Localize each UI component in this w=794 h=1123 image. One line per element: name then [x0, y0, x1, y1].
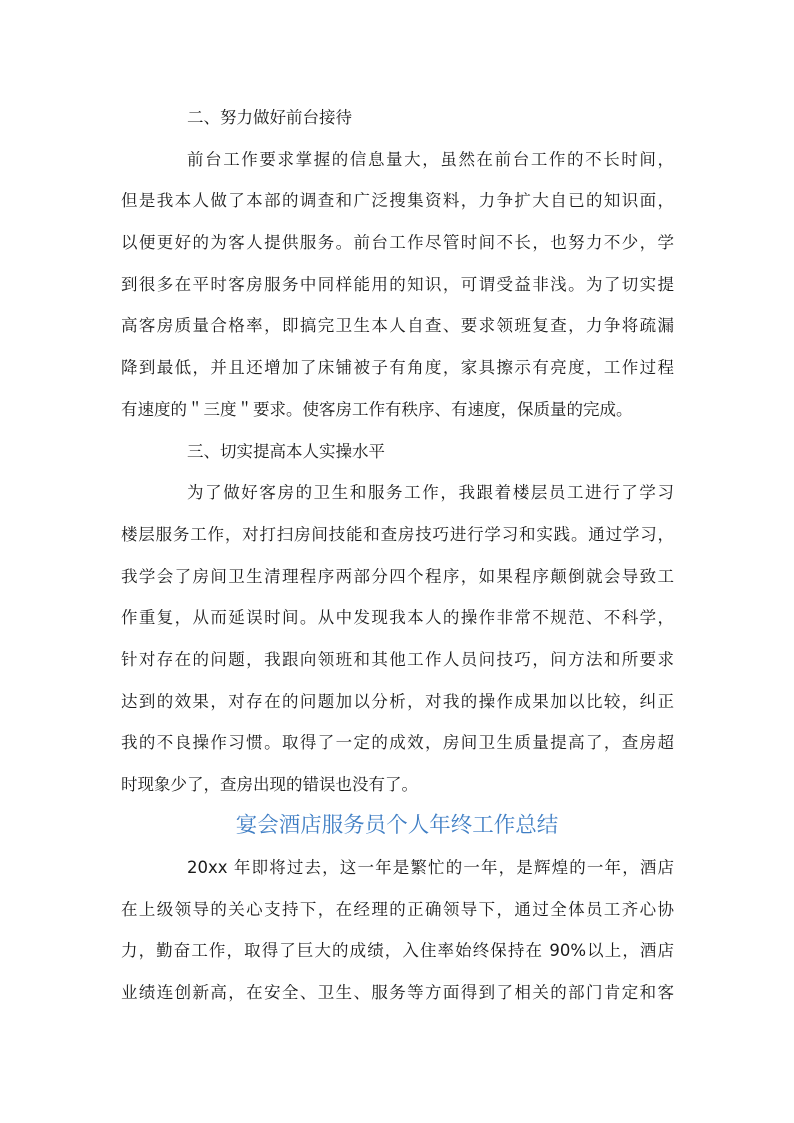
article-body — [121, 847, 674, 1014]
paragraph-line: 针对存在的问题，我跟向领班和其他工作人员问技巧，问方法和所要求 — [121, 649, 674, 669]
paragraph-line: 我的不良操作习惯。取得了一定的成效，房间卫生质量提高了，查房超 — [121, 733, 674, 753]
paragraph-line: 作重复，从而延误时间。从中发现我本人的操作非常不规范、不科学， — [121, 608, 674, 628]
paragraph-line: 楼层服务工作，对打扫房间技能和查房技巧进行学习和实践。通过学习， — [121, 524, 674, 544]
paragraph-line: 业绩连创新高，在安全、卫生、服务等方面得到了相关的部门肯定和客 — [121, 983, 674, 1003]
paragraph-line: 有速度的＂三度＂要求。使客房工作有秩序、有速度，保质量的完成。 — [121, 399, 633, 419]
paragraph-front-desk — [121, 139, 674, 431]
paragraph-line: 前台工作要求掌握的信息量大，虽然在前台工作的不长时间， — [187, 149, 674, 169]
paragraph-line: 时现象少了，查房出现的错误也没有了。 — [121, 775, 418, 794]
paragraph-line: 我学会了房间卫生清理程序两部分四个程序，如果程序颠倒就会导致工 — [121, 566, 674, 586]
paragraph-line: 达到的效果，对存在的问题加以分析，对我的操作成果加以比较，纠正 — [121, 691, 674, 711]
paragraph-practical-skills — [121, 472, 674, 806]
paragraph-line: 但是我本人做了本部的调查和广泛搜集资料，力争扩大自已的知识面， — [121, 191, 674, 211]
section-heading-3: 三、切实提高本人实操水平 — [187, 441, 385, 461]
paragraph-line: 以便更好的为客人提供服务。前台工作尽管时间不长，也努力不少，学 — [121, 233, 674, 253]
section-heading-2: 二、努力做好前台接待 — [187, 108, 352, 127]
paragraph-line: 力，勤奋工作，取得了巨大的成绩，入住率始终保持在 90%以上，酒店 — [121, 941, 674, 961]
article-title: 宴会酒店服务员个人年终工作总结 — [235, 813, 559, 838]
paragraph-line: 高客房质量合格率，即搞完卫生本人自查、要求领班复查，力争将疏漏 — [121, 316, 674, 336]
paragraph-line: 为了做好客房的卫生和服务工作，我跟着楼层员工进行了学习 — [187, 483, 674, 503]
paragraph-line: 降到最低，并且还增加了床铺被子有角度，家具擦示有亮度，工作过程 — [121, 358, 674, 378]
paragraph-line: 20xx 年即将过去，这一年是繁忙的一年，是辉煌的一年，酒店 — [187, 858, 674, 877]
paragraph-line: 在上级领导的关心支持下，在经理的正确领导下，通过全体员工齐心协 — [121, 899, 674, 919]
paragraph-intro — [121, 847, 674, 1014]
paragraph-line: 到很多在平时客房服务中同样能用的知识，可谓受益非浅。为了切实提 — [121, 274, 674, 294]
continuation-section — [121, 97, 674, 806]
